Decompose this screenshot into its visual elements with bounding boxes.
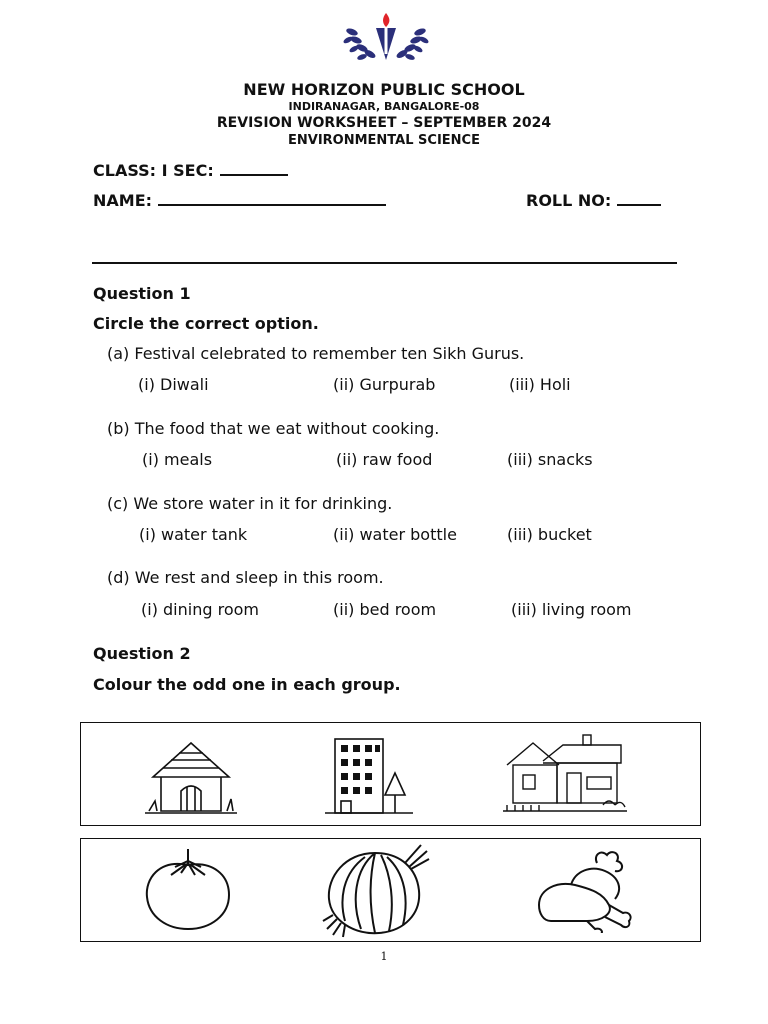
school-logo-icon bbox=[338, 10, 434, 68]
roll-label: ROLL NO: bbox=[526, 191, 612, 210]
hut-icon[interactable] bbox=[143, 737, 239, 817]
class-field bbox=[93, 160, 288, 180]
chicken-icon[interactable] bbox=[531, 849, 635, 933]
house-icon[interactable] bbox=[503, 733, 627, 819]
name-blank[interactable] bbox=[158, 190, 386, 206]
q1a-option-2[interactable]: (ii) Gurpurab bbox=[333, 375, 436, 394]
subject-title: ENVIRONMENTAL SCIENCE bbox=[288, 133, 480, 148]
tomato-icon[interactable] bbox=[141, 845, 235, 933]
q2-instruction: Colour the odd one in each group. bbox=[93, 675, 401, 694]
q1c-option-1[interactable]: (i) water tank bbox=[139, 525, 248, 544]
q1a-option-3[interactable]: (iii) Holi bbox=[509, 375, 571, 394]
q1-instruction: Circle the correct option. bbox=[93, 314, 319, 333]
divider bbox=[92, 262, 677, 264]
q2-title: Question 2 bbox=[93, 644, 191, 663]
q1d-option-3[interactable]: (iii) living room bbox=[511, 600, 632, 619]
roll-field bbox=[526, 190, 661, 210]
name-label: NAME: bbox=[93, 191, 153, 210]
q1d-option-2[interactable]: (ii) bed room bbox=[333, 600, 437, 619]
class-label: CLASS: I SEC: bbox=[93, 161, 214, 180]
school-name: NEW HORIZON PUBLIC SCHOOL bbox=[243, 80, 525, 99]
q1b-option-1[interactable]: (i) meals bbox=[142, 450, 213, 469]
odd-one-group-foods bbox=[80, 838, 701, 942]
q1-title: Question 1 bbox=[93, 284, 191, 303]
q1d-option-1[interactable]: (i) dining room bbox=[141, 600, 259, 619]
q1-item-d: (d) We rest and sleep in this room. bbox=[107, 568, 384, 587]
q1c-option-3[interactable]: (iii) bucket bbox=[507, 525, 592, 544]
q1b-option-2[interactable]: (ii) raw food bbox=[336, 450, 433, 469]
q1-item-c: (c) We store water in it for drinking. bbox=[107, 494, 393, 513]
onion-icon[interactable] bbox=[321, 839, 433, 939]
building-icon[interactable] bbox=[323, 733, 415, 819]
odd-one-group-houses bbox=[80, 722, 701, 826]
name-field bbox=[93, 190, 386, 210]
roll-blank[interactable] bbox=[617, 190, 661, 206]
q1-item-a: (a) Festival celebrated to remember ten Sikh Gurus. bbox=[107, 344, 525, 363]
worksheet-title: REVISION WORKSHEET – SEPTEMBER 2024 bbox=[216, 115, 552, 131]
q1a-option-1[interactable]: (i) Diwali bbox=[138, 375, 209, 394]
school-address: INDIRANAGAR, BANGALORE-08 bbox=[288, 100, 480, 113]
q1b-option-3[interactable]: (iii) snacks bbox=[507, 450, 593, 469]
page-number: 1 bbox=[380, 950, 388, 963]
q1-item-b: (b) The food that we eat without cooking. bbox=[107, 419, 440, 438]
section-blank[interactable] bbox=[220, 160, 288, 176]
q1c-option-2[interactable]: (ii) water bottle bbox=[333, 525, 457, 544]
